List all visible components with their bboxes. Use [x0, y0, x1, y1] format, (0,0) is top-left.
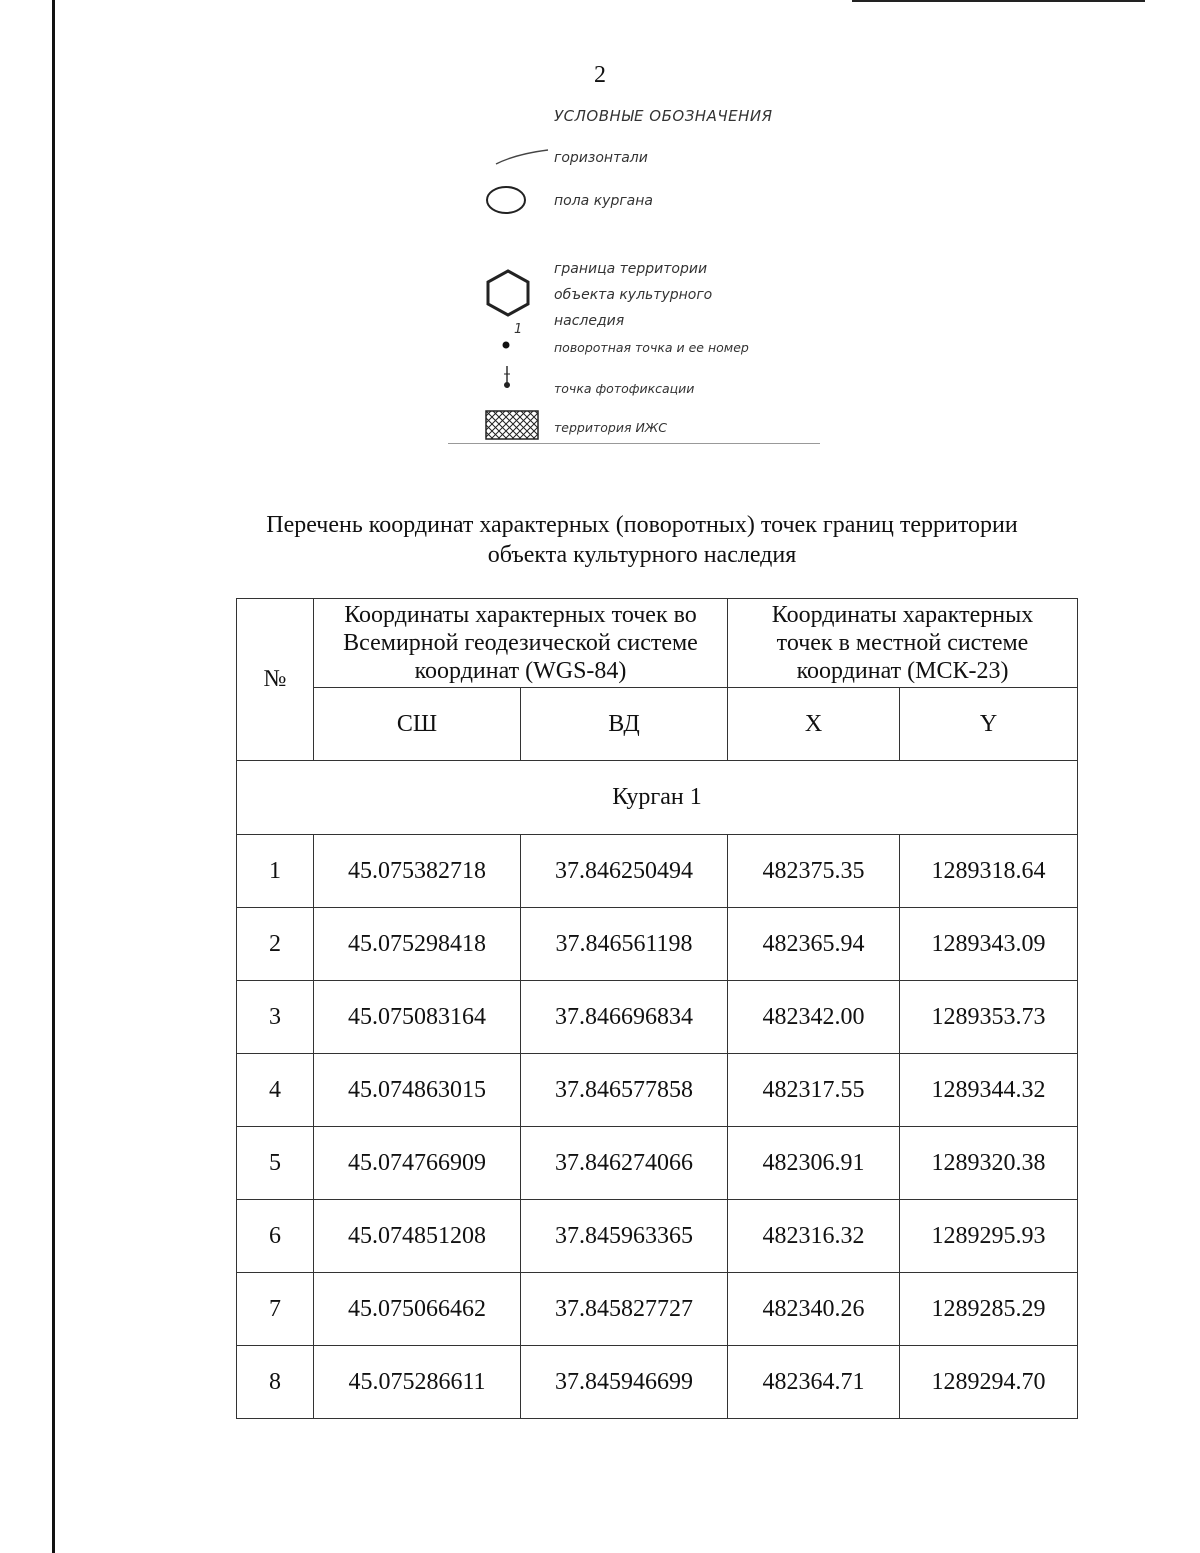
header-wgs84-line-1: Координаты характерных точек во [344, 602, 697, 628]
table-row [237, 1054, 1078, 1127]
cell-y: 1289320.38 [900, 1127, 1078, 1200]
header-wgs84 [314, 599, 728, 688]
table-row [237, 1273, 1078, 1346]
cell-latitude: 45.075066462 [314, 1273, 521, 1346]
table-row [237, 908, 1078, 981]
cell-y: 1289353.73 [900, 981, 1078, 1054]
ellipse-icon [484, 184, 528, 216]
cell-number: 5 [237, 1127, 314, 1200]
cell-latitude: 45.074863015 [314, 1054, 521, 1127]
legend-title: УСЛОВНЫЕ ОБОЗНАЧЕНИЯ [554, 107, 773, 125]
cell-x: 482340.26 [728, 1273, 900, 1346]
table-row [237, 1200, 1078, 1273]
cell-y: 1289343.09 [900, 908, 1078, 981]
legend-item-contours: горизонтали [554, 150, 648, 166]
photo-point-icon [500, 364, 520, 392]
table-row [237, 981, 1078, 1054]
legend-item-izhs: территория ИЖС [554, 420, 667, 435]
cell-longitude: 37.846696834 [521, 981, 728, 1054]
cell-x: 482317.55 [728, 1054, 900, 1127]
header-number: № [237, 599, 314, 761]
page-number: 2 [594, 62, 606, 88]
hexagon-icon [484, 268, 532, 318]
cell-latitude: 45.075298418 [314, 908, 521, 981]
cell-x: 482364.71 [728, 1346, 900, 1419]
cell-x: 482365.94 [728, 908, 900, 981]
header-longitude: ВД [521, 688, 728, 761]
table-row [237, 835, 1078, 908]
cell-latitude: 45.075382718 [314, 835, 521, 908]
cell-longitude: 37.846577858 [521, 1054, 728, 1127]
cell-number: 2 [237, 908, 314, 981]
page-top-rule [852, 0, 1145, 2]
header-msk23-line-2: точек в местной системе [776, 630, 1029, 656]
header-msk23-line-1: Координаты характерных [771, 602, 1034, 628]
cell-x: 482306.91 [728, 1127, 900, 1200]
legend-item-photo-point: точка фотофиксации [554, 381, 695, 396]
cell-number: 3 [237, 981, 314, 1054]
legend-item-boundary [554, 256, 712, 334]
map-legend [440, 96, 830, 448]
page-left-border [52, 0, 55, 1553]
crosshatch-icon [485, 410, 539, 440]
cell-latitude: 45.074851208 [314, 1200, 521, 1273]
header-msk23-line-3: координат (МСК-23) [796, 658, 1009, 684]
legend-item-turning-point: поворотная точка и ее номер [554, 340, 749, 355]
cell-x: 482375.35 [728, 835, 900, 908]
cell-y: 1289318.64 [900, 835, 1078, 908]
legend-boundary-line-1: граница территории [554, 261, 708, 277]
cell-latitude: 45.075083164 [314, 981, 521, 1054]
cell-latitude: 45.074766909 [314, 1127, 521, 1200]
header-x: X [728, 688, 900, 761]
header-latitude: СШ [314, 688, 521, 761]
legend-item-mound-base: пола кургана [554, 193, 653, 209]
cell-number: 7 [237, 1273, 314, 1346]
legend-boundary-line-3: наследия [554, 313, 625, 329]
table-row [237, 1346, 1078, 1419]
cell-longitude: 37.845827727 [521, 1273, 728, 1346]
cell-y: 1289295.93 [900, 1200, 1078, 1273]
cell-y: 1289294.70 [900, 1346, 1078, 1419]
section-row-kurgan: Курган 1 [237, 761, 1078, 835]
heading-line-2: объекта культурного наследия [487, 542, 797, 568]
cell-y: 1289344.32 [900, 1054, 1078, 1127]
header-msk23 [728, 599, 1078, 688]
cell-longitude: 37.845946699 [521, 1346, 728, 1419]
cell-latitude: 45.075286611 [314, 1346, 521, 1419]
header-wgs84-line-2: Всемирной геодезической системе [343, 630, 698, 656]
header-y: Y [900, 688, 1078, 761]
cell-longitude: 37.846250494 [521, 835, 728, 908]
cell-number: 6 [237, 1200, 314, 1273]
legend-boundary-line-2: объекта культурного [554, 287, 713, 303]
cell-number: 8 [237, 1346, 314, 1419]
cell-y: 1289285.29 [900, 1273, 1078, 1346]
turning-point-number: 1 [514, 322, 523, 337]
cell-longitude: 37.846561198 [521, 908, 728, 981]
heading-line-1: Перечень координат характерных (поворотных) точек границ территории [266, 512, 1018, 538]
coordinates-table [236, 598, 1078, 1419]
cell-x: 482342.00 [728, 981, 900, 1054]
contour-line-icon [492, 148, 552, 168]
table-heading [0, 510, 1200, 570]
legend-bottom-line [448, 443, 820, 444]
cell-number: 1 [237, 835, 314, 908]
cell-number: 4 [237, 1054, 314, 1127]
cell-longitude: 37.845963365 [521, 1200, 728, 1273]
table-row [237, 1127, 1078, 1200]
header-wgs84-line-3: координат (WGS-84) [414, 658, 627, 684]
cell-x: 482316.32 [728, 1200, 900, 1273]
cell-longitude: 37.846274066 [521, 1127, 728, 1200]
